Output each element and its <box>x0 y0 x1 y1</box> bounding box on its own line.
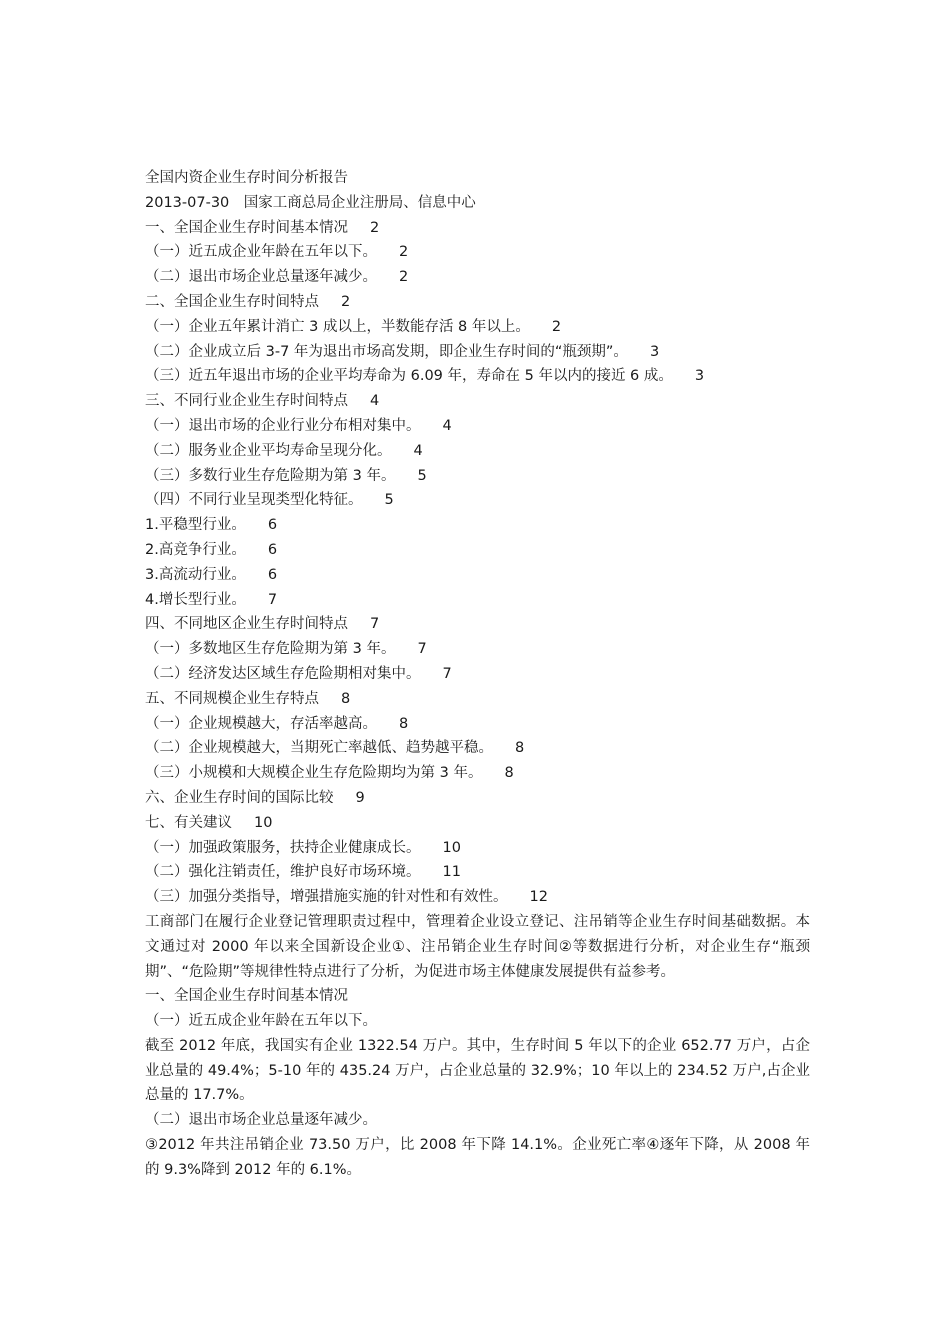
toc-entry-page: 4 <box>370 393 380 410</box>
document-byline: 2013-07-30 国家工商总局企业注册局、信息中心 <box>145 194 476 211</box>
toc-entry <box>145 216 810 241</box>
toc-entry-page: 8 <box>399 715 409 732</box>
document-page <box>145 166 810 1183</box>
subsection-heading: （一）近五成企业年龄在五年以下。 <box>145 1013 377 1030</box>
toc-entry-page: 7 <box>267 591 278 608</box>
toc-entry-page: 11 <box>442 864 461 881</box>
document-title: 全国内资企业生存时间分析报告 <box>145 170 348 186</box>
toc-entry <box>145 563 810 588</box>
toc-entry-text: 二、全国企业生存时间特点 <box>145 293 319 310</box>
toc-entry <box>145 786 810 811</box>
table-of-contents <box>145 216 810 910</box>
toc-entry <box>145 389 810 414</box>
toc-entry-text: （三）加强分类指导，增强措施实施的针对性和有效性。 <box>145 889 508 906</box>
toc-entry-text: （三）小规模和大规模企业生存危险期均为第 3 年。 <box>145 765 483 782</box>
toc-entry <box>145 736 810 761</box>
toc-entry <box>145 612 810 637</box>
toc-entry-page: 2 <box>370 219 380 236</box>
toc-entry-text: 4.增长型行业。 <box>145 591 246 608</box>
toc-entry <box>145 712 810 737</box>
toc-entry <box>145 340 810 365</box>
toc-entry-text: （二）强化注销责任，维护良好市场环境。 <box>145 864 421 881</box>
body-paragraph: 截至 2012 年底，我国实有企业 1322.54 万户。其中，生存时间 5 年以下的企业 652.77 万户，占企业总量的 49.4%；5-10 年的 435.24 万户，占企业总量的 32.9%；10 年以上的 234.52 万户,占企业总量的 17.7%。 <box>145 1037 810 1104</box>
toc-entry-text: （二）企业规模越大，当期死亡率越低、趋势越平稳。 <box>145 740 493 757</box>
toc-entry-page: 3 <box>694 368 705 385</box>
toc-entry <box>145 364 810 389</box>
toc-entry-page: 9 <box>355 789 365 806</box>
toc-entry-page: 10 <box>442 839 461 856</box>
toc-entry-text: （四）不同行业呈现类型化特征。 <box>145 492 363 509</box>
toc-entry-text: 四、不同地区企业生存时间特点 <box>145 616 348 633</box>
toc-entry <box>145 538 810 563</box>
toc-entry <box>145 414 810 439</box>
toc-entry-text: （一）退出市场的企业行业分布相对集中。 <box>145 417 421 434</box>
toc-entry-page: 5 <box>417 467 427 484</box>
toc-entry-text: 2.高竞争行业。 <box>145 541 246 558</box>
subsection-heading: （二）退出市场企业总量逐年减少。 <box>145 1112 377 1129</box>
toc-entry-page: 7 <box>417 641 427 658</box>
toc-entry <box>145 687 810 712</box>
toc-entry <box>145 439 810 464</box>
section-heading: 一、全国企业生存时间基本情况 <box>145 988 348 1005</box>
toc-entry-text: 七、有关建议 <box>145 814 232 831</box>
toc-entry-page: 12 <box>529 889 548 906</box>
toc-entry-page: 7 <box>442 665 452 682</box>
toc-entry <box>145 513 810 538</box>
toc-entry <box>145 662 810 687</box>
toc-entry-text: （二）经济发达区域生存危险期相对集中。 <box>145 665 421 682</box>
toc-entry-text: （一）企业规模越大，存活率越高。 <box>145 715 377 732</box>
toc-entry-page: 2 <box>341 293 351 310</box>
toc-entry-page: 8 <box>504 765 514 782</box>
intro-paragraph: 工商部门在履行企业登记管理职责过程中，管理着企业设立登记、注吊销等企业生存时间基础数据。本文通过对 2000 年以来全国新设企业①、注吊销企业生存时间②等数据进行分析，对企业生存“瓶颈期”、“危险期”等规律性特点进行了分析，为促进市场主体健康发展提供有益参考。 <box>145 913 810 980</box>
toc-entry-text: 五、不同规模企业生存特点 <box>145 690 319 707</box>
toc-entry-text: （一）加强政策服务，扶持企业健康成长。 <box>145 839 421 856</box>
toc-entry <box>145 637 810 662</box>
toc-entry <box>145 488 810 513</box>
toc-entry-page: 4 <box>442 417 452 434</box>
toc-entry-text: （二）服务业企业平均寿命呈现分化。 <box>145 442 392 459</box>
toc-entry-text: （三）近五年退出市场的企业平均寿命为 6.09 年，寿命在 5 年以内的接近 6 成。 <box>145 368 673 385</box>
toc-entry <box>145 240 810 265</box>
toc-entry-text: （三）多数行业生存危险期为第 3 年。 <box>145 467 396 484</box>
toc-entry <box>145 290 810 315</box>
toc-entry-text: 三、不同行业企业生存时间特点 <box>145 393 348 410</box>
toc-entry-page: 6 <box>267 517 278 534</box>
toc-entry-text: （一）企业五年累计消亡 3 成以上，半数能存活 8 年以上。 <box>145 318 530 335</box>
toc-entry <box>145 315 810 340</box>
toc-entry <box>145 761 810 786</box>
toc-entry <box>145 811 810 836</box>
toc-entry-page: 8 <box>515 740 525 757</box>
toc-entry-text: （二）退出市场企业总量逐年减少。 <box>145 269 377 286</box>
toc-entry-page: 3 <box>649 343 660 360</box>
toc-entry <box>145 860 810 885</box>
toc-entry-page: 6 <box>267 541 278 558</box>
toc-entry-page: 8 <box>341 690 351 707</box>
toc-entry-page: 2 <box>551 318 562 335</box>
toc-entry-text: 3.高流动行业。 <box>145 566 246 583</box>
toc-entry <box>145 885 810 910</box>
toc-entry <box>145 836 810 861</box>
toc-entry-page: 4 <box>413 442 423 459</box>
toc-entry-page: 10 <box>254 814 273 831</box>
toc-entry-page: 2 <box>399 244 409 261</box>
toc-entry-text: （一）近五成企业年龄在五年以下。 <box>145 244 377 261</box>
toc-entry <box>145 588 810 613</box>
body-paragraph: ③2012 年共注吊销企业 73.50 万户，比 2008 年下降 14.1%。企业死亡率④逐年下降，从 2008 年的 9.3%降到 2012 年的 6.1%。 <box>145 1137 810 1178</box>
toc-entry-page: 5 <box>384 492 394 509</box>
toc-entry-page: 6 <box>267 566 278 583</box>
toc-entry <box>145 265 810 290</box>
toc-entry-page: 7 <box>370 616 380 633</box>
toc-entry-page: 2 <box>399 269 409 286</box>
toc-entry-text: 1.平稳型行业。 <box>145 517 246 534</box>
toc-entry-text: （一）多数地区生存危险期为第 3 年。 <box>145 641 396 658</box>
toc-entry <box>145 464 810 489</box>
toc-entry-text: 六、企业生存时间的国际比较 <box>145 789 334 806</box>
toc-entry-text: 一、全国企业生存时间基本情况 <box>145 219 348 236</box>
toc-entry-text: （二）企业成立后 3-7 年为退出市场高发期，即企业生存时间的“瓶颈期”。 <box>145 343 628 360</box>
